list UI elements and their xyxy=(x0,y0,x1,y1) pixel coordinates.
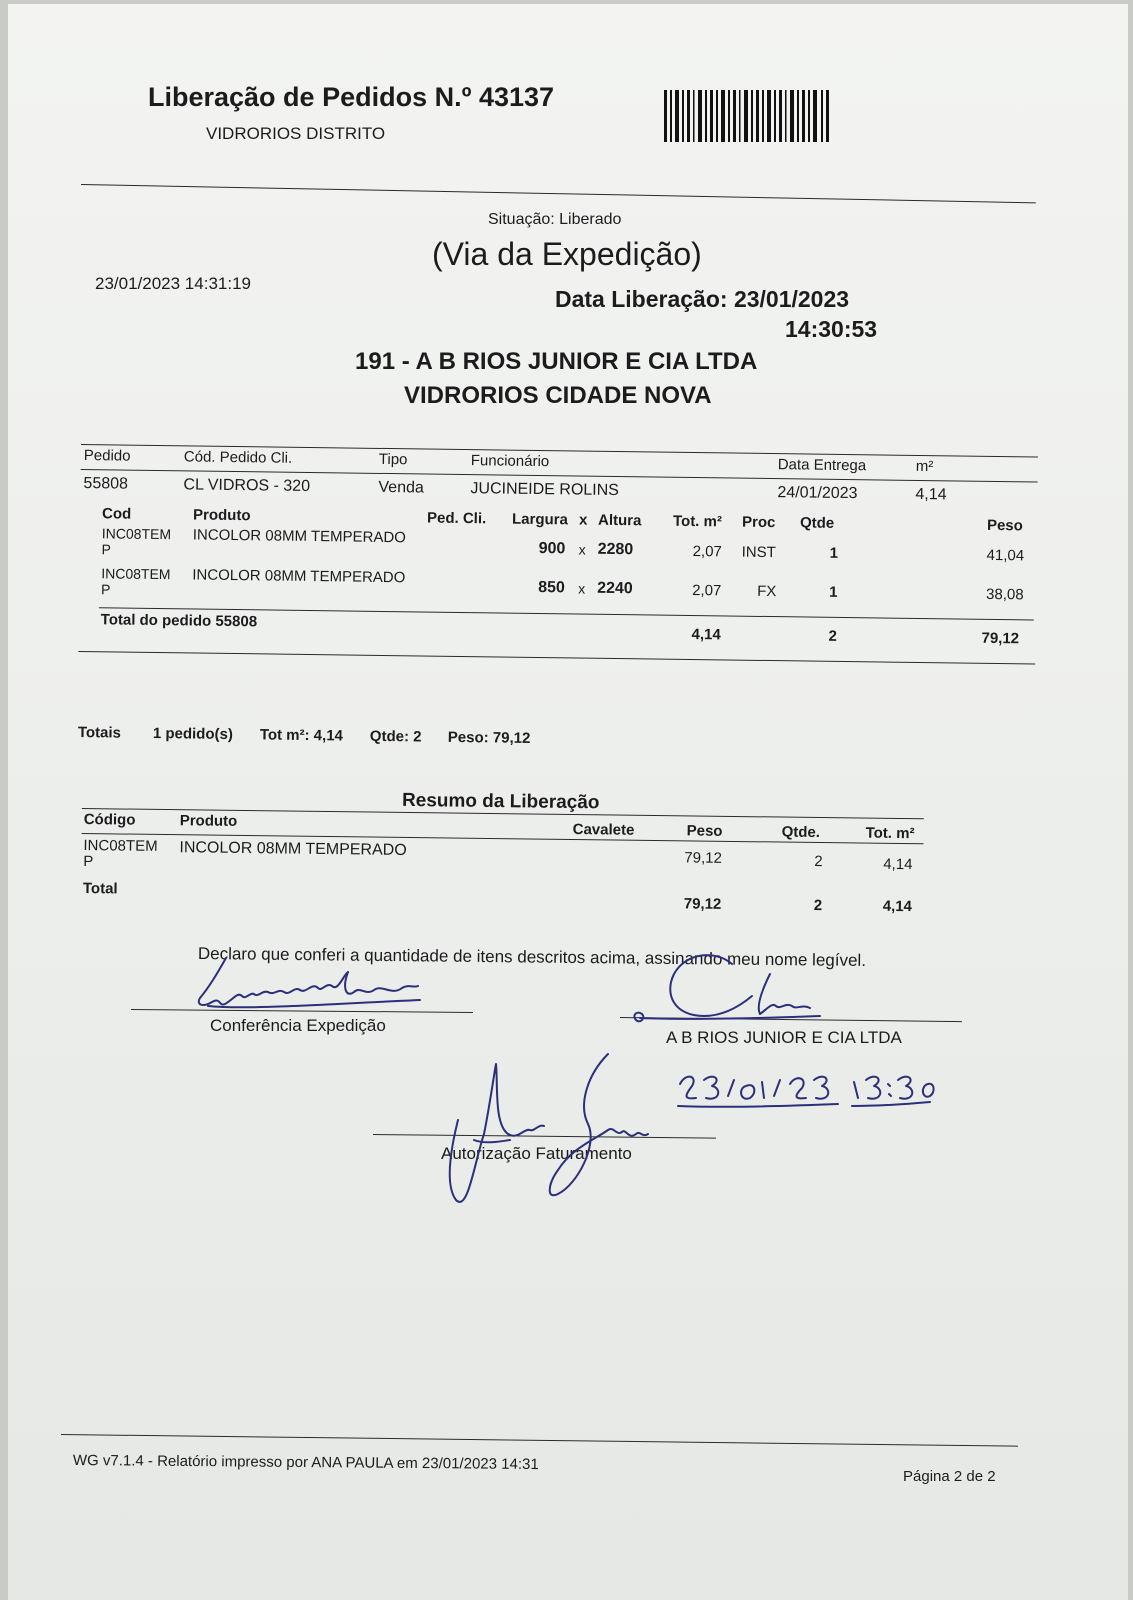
item-totm2: 2,07 xyxy=(692,543,722,561)
item-cod xyxy=(102,525,172,558)
report-title: Liberação de Pedidos N.º 43137 xyxy=(148,82,555,112)
col-tipo: Tipo xyxy=(378,450,408,469)
summary-total-peso: 79,12 xyxy=(683,895,722,913)
item-altura: 2280 xyxy=(597,540,634,559)
item-proc: INST xyxy=(741,543,776,562)
item-cod-line2: P xyxy=(100,581,111,598)
item-peso: 38,08 xyxy=(985,585,1024,604)
summary-peso: 79,12 xyxy=(684,849,722,867)
order-tipo: Venda xyxy=(378,478,424,497)
col-pedido: Pedido xyxy=(83,447,131,465)
totals-totm2: Tot m²: 4,14 xyxy=(259,726,344,745)
header-divider xyxy=(81,184,1036,203)
label-conferencia: Conferência Expedição xyxy=(210,1016,386,1035)
order-total-label: Total do pedido 55808 xyxy=(100,611,258,631)
item-qtde: 1 xyxy=(829,583,838,601)
document-page xyxy=(8,4,1128,1600)
item-produto: INCOLOR 08MM TEMPERADO xyxy=(192,526,407,547)
item-cod xyxy=(101,565,171,598)
summary-produto: INCOLOR 08MM TEMPERADO xyxy=(179,839,407,859)
item-totm2: 2,07 xyxy=(692,582,722,600)
summary-codigo-line1: INC08TEM xyxy=(83,837,158,855)
item-col-peso: Peso xyxy=(986,516,1023,535)
footer-page-number: Página 2 de 2 xyxy=(903,1468,996,1485)
summary-total-totm2: 4,14 xyxy=(882,897,913,916)
totals-pedidos: 1 pedido(s) xyxy=(152,724,234,744)
order-total-peso: 79,12 xyxy=(981,629,1020,648)
item-col-cod: Cod xyxy=(101,505,132,523)
summary-block xyxy=(80,789,942,940)
item-peso: 41,04 xyxy=(986,546,1025,565)
summary-col-codigo: Código xyxy=(83,811,136,829)
customer-store: VIDRORIOS CIDADE NOVA xyxy=(404,382,712,409)
summary-title: Resumo da Liberação xyxy=(401,789,600,814)
item-col-altura: Altura xyxy=(597,511,642,530)
handwritten-signature-cliente xyxy=(620,944,840,1034)
summary-col-produto: Produto xyxy=(179,812,238,830)
item-produto: INCOLOR 08MM TEMPERADO xyxy=(192,566,406,587)
summary-col-totm2: Tot. m² xyxy=(865,824,915,843)
item-qtde: 1 xyxy=(829,544,839,562)
order-pedido: 55808 xyxy=(83,475,129,493)
item-x: x xyxy=(578,541,586,558)
item-proc: FX xyxy=(757,582,777,601)
summary-totm2: 4,14 xyxy=(883,855,913,874)
item-largura: 850 xyxy=(538,578,565,597)
order-total-qtde: 2 xyxy=(828,627,838,645)
item-largura: 900 xyxy=(538,540,566,558)
totals-qtde: Qtde: 2 xyxy=(369,727,422,746)
summary-total-qtde: 2 xyxy=(813,896,823,915)
handwritten-date xyxy=(668,1062,938,1122)
item-x: x xyxy=(578,580,586,597)
customer-name: 191 - A B RIOS JUNIOR E CIA LTDA xyxy=(355,348,758,375)
summary-col-qtde: Qtde. xyxy=(781,823,821,842)
release-date: Data Liberação: 23/01/2023 xyxy=(555,286,850,312)
item-cod-line1: INC08TEM xyxy=(101,565,171,583)
company-name: VIDRORIOS DISTRITO xyxy=(206,124,386,143)
order-total-totm2: 4,14 xyxy=(691,626,721,644)
col-m2: m² xyxy=(915,457,934,476)
item-cod-line2: P xyxy=(101,541,112,558)
footer-divider xyxy=(61,1434,1018,1447)
item-col-totm2: Tot. m² xyxy=(672,512,723,531)
col-funcionario: Funcionário xyxy=(470,452,550,471)
summary-col-peso: Peso xyxy=(686,822,723,840)
item-col-pedcli: Ped. Cli. xyxy=(426,509,487,528)
summary-col-cavalete: Cavalete xyxy=(572,820,635,839)
print-datetime: 23/01/2023 14:31:19 xyxy=(95,274,251,293)
item-col-proc: Proc xyxy=(741,513,776,532)
item-col-qtde: Qtde xyxy=(799,514,835,532)
via-title: (Via da Expedição) xyxy=(432,236,702,272)
barcode-icon xyxy=(664,90,834,142)
summary-codigo-line2: P xyxy=(83,853,94,871)
totals-peso: Peso: 79,12 xyxy=(447,728,531,747)
footer-printed-by: WG v7.1.4 - Relatório impresso por ANA PAULA em 23/01/2023 14:31 xyxy=(72,1452,539,1474)
release-time: 14:30:53 xyxy=(785,316,878,342)
label-autorizacao: Autorização Faturamento xyxy=(441,1144,632,1163)
declaration-text: Declaro que conferi a quantidade de itens descritos acima, assinando meu nome legível. xyxy=(197,944,867,970)
totals-label: Totais xyxy=(77,724,122,742)
status-text: Situação: Liberado xyxy=(488,211,622,228)
item-col-x: x xyxy=(578,511,588,529)
item-col-largura: Largura xyxy=(511,510,569,529)
item-col-produto: Produto xyxy=(192,506,251,525)
summary-codigo xyxy=(83,838,158,871)
order-m2: 4,14 xyxy=(915,485,947,504)
col-cod-pedido-cli: Cód. Pedido Cli. xyxy=(183,448,293,467)
handwritten-signature-conferencia xyxy=(188,952,428,1022)
order-funcionario: JUCINEIDE ROLINS xyxy=(470,480,620,500)
handwritten-signature-autorizacao xyxy=(438,1044,658,1214)
order-data-entrega: 24/01/2023 xyxy=(777,484,858,503)
item-cod-line1: INC08TEM xyxy=(101,525,172,543)
item-altura: 2240 xyxy=(597,579,633,598)
totals-line xyxy=(78,724,678,756)
summary-qtde: 2 xyxy=(814,852,823,871)
summary-total-label: Total xyxy=(82,880,118,898)
col-data-entrega: Data Entrega xyxy=(777,456,867,475)
order-cod-cli: CL VIDROS - 320 xyxy=(183,476,311,496)
label-cliente: A B RIOS JUNIOR E CIA LTDA xyxy=(666,1028,902,1047)
order-block xyxy=(78,444,1041,707)
